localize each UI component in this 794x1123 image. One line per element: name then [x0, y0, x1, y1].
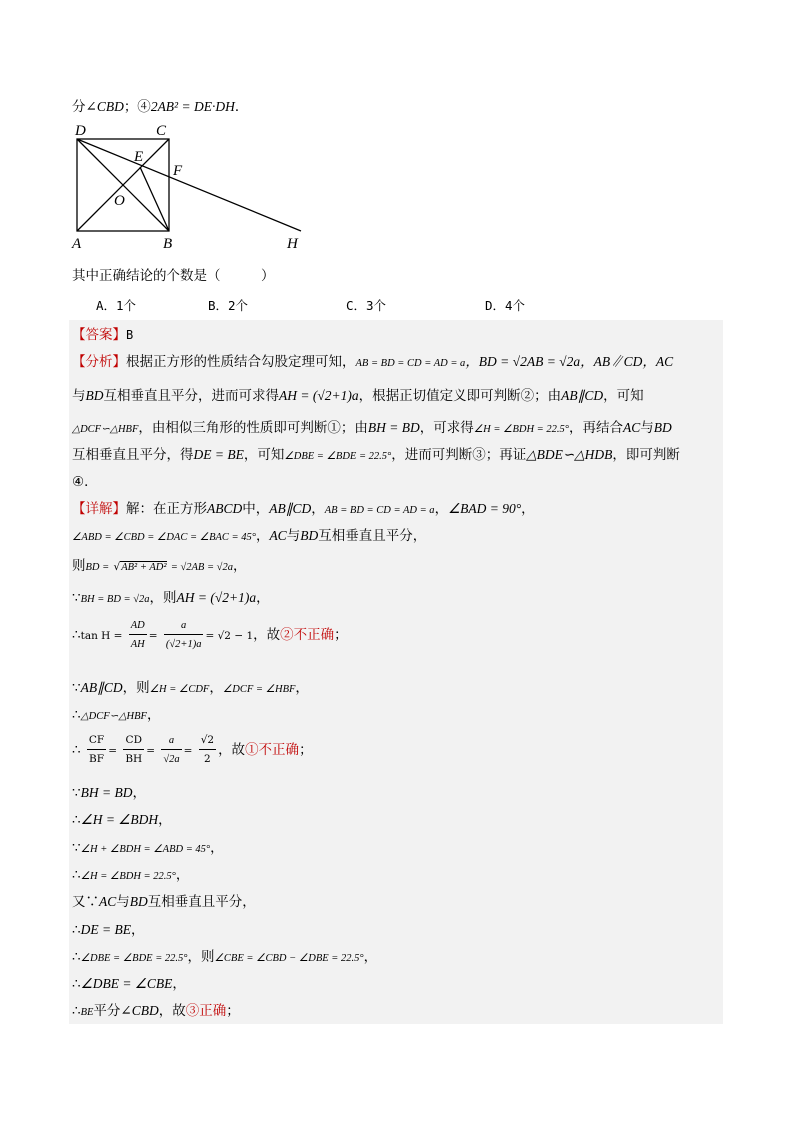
stem-math: CBD [96, 99, 124, 114]
detail-line-11: ∵∠H + ∠BDH = ∠ABD = 45°， [72, 840, 224, 856]
detail-line-6: ∵AB∥CD，则∠H = ∠CDF，∠DCF = ∠HBF， [72, 680, 309, 696]
answer-tag: 【答案】 [72, 327, 126, 343]
detail-line-4: ∵BH = BD = √2a，则AH = (√2+1)a， [72, 590, 270, 606]
analysis-line-2: 与BD互相垂直且平分，进而可求得AH = (√2+1)a，根据正切值定义即可判断②；由AB∥CD，可知 [72, 388, 644, 404]
label-H: H [287, 236, 298, 252]
stem-line [72, 95, 248, 115]
stem-text: ；④ [123, 99, 151, 115]
detail-line-10: ∴∠H = ∠BDH， [72, 812, 172, 828]
choice-b[interactable]: B．2个 [208, 298, 249, 313]
analysis-line-3: △DCF∽△HBF，由相似三角形的性质即可判断①；由BH = BD，可求得∠H = ∠BDH = 22.5°，再结合AC与BD [72, 420, 672, 436]
detail-line-9: ∵BH = BD， [72, 785, 146, 801]
label-A: A [72, 236, 82, 252]
label-F: F [173, 163, 183, 179]
choice-a[interactable]: A．1个 [96, 298, 137, 313]
detail-line-1: 【详解】解：在正方形ABCD中，AB∥CD，AB = BD = CD = AD = a，∠BAD = 90°， [72, 501, 535, 517]
choice-c[interactable]: C．3个 [346, 298, 387, 313]
detail-line-12: ∴∠H = ∠BDH = 22.5°， [72, 867, 190, 883]
geometry-figure [68, 118, 308, 256]
answer-value: B [126, 328, 134, 342]
detail-line-14: ∴DE = BE， [72, 922, 145, 938]
answer-line [72, 323, 133, 343]
label-B: B [163, 236, 173, 252]
stem-text: 分∠ [72, 99, 97, 115]
label-O: O [114, 193, 125, 209]
label-C: C [156, 123, 167, 139]
detail-line-17: ∴BE平分∠CBD，故③正确； [72, 1003, 240, 1019]
detail-line-13: 又∵AC与BD互相垂直且平分， [72, 894, 256, 910]
detail-line-15: ∴∠DBE = ∠BDE = 22.5°，则∠CBE = ∠CBD − ∠DBE = 22.5°， [72, 949, 378, 965]
analysis-line-1: 【分析】根据正方形的性质结合勾股定理可知，AB = BD = CD = AD = a，BD = √2AB = √2a，AB∥CD，AC [72, 354, 674, 370]
label-E: E [134, 149, 144, 165]
stem-math: 2AB² = DE·DH [150, 99, 235, 114]
question-text: 其中正确结论的个数是（ ） [72, 268, 275, 284]
detail-line-8: ∴ $\frac{CF}{BF}$ = $\frac{CD}{BH}$ = $\frac{a}{√2a}$ = $\frac{√2}{2}$ ，故①不正确； [72, 734, 313, 765]
detail-line-16: ∴∠DBE = ∠CBE， [72, 976, 186, 992]
detail-line-7: ∴△DCF∽△HBF， [72, 707, 161, 723]
analysis-line-5: ④． [72, 474, 98, 490]
choice-d[interactable]: D．4个 [485, 298, 526, 313]
detail-line-2: ∠ABD = ∠CBD = ∠DAC = ∠BAC = 45°，AC与BD互相垂直且平分， [72, 528, 427, 544]
label-D: D [75, 123, 86, 139]
analysis-line-4: 互相垂直且平分，得DE = BE，可知∠DBE = ∠BDE = 22.5°，进而可判断③；再证△BDE∽△HDB，即可判断 [72, 447, 680, 463]
stem-text: ． [234, 99, 249, 115]
detail-line-3: 则BD = √AB² + AD² = √2AB = √2a， [72, 558, 247, 574]
detail-line-5: ∴tan H = $\frac{AD}{AH}$ = $\frac{a}{(√2+1)a}$ = √2 − 1，故②不正确； [72, 617, 348, 654]
